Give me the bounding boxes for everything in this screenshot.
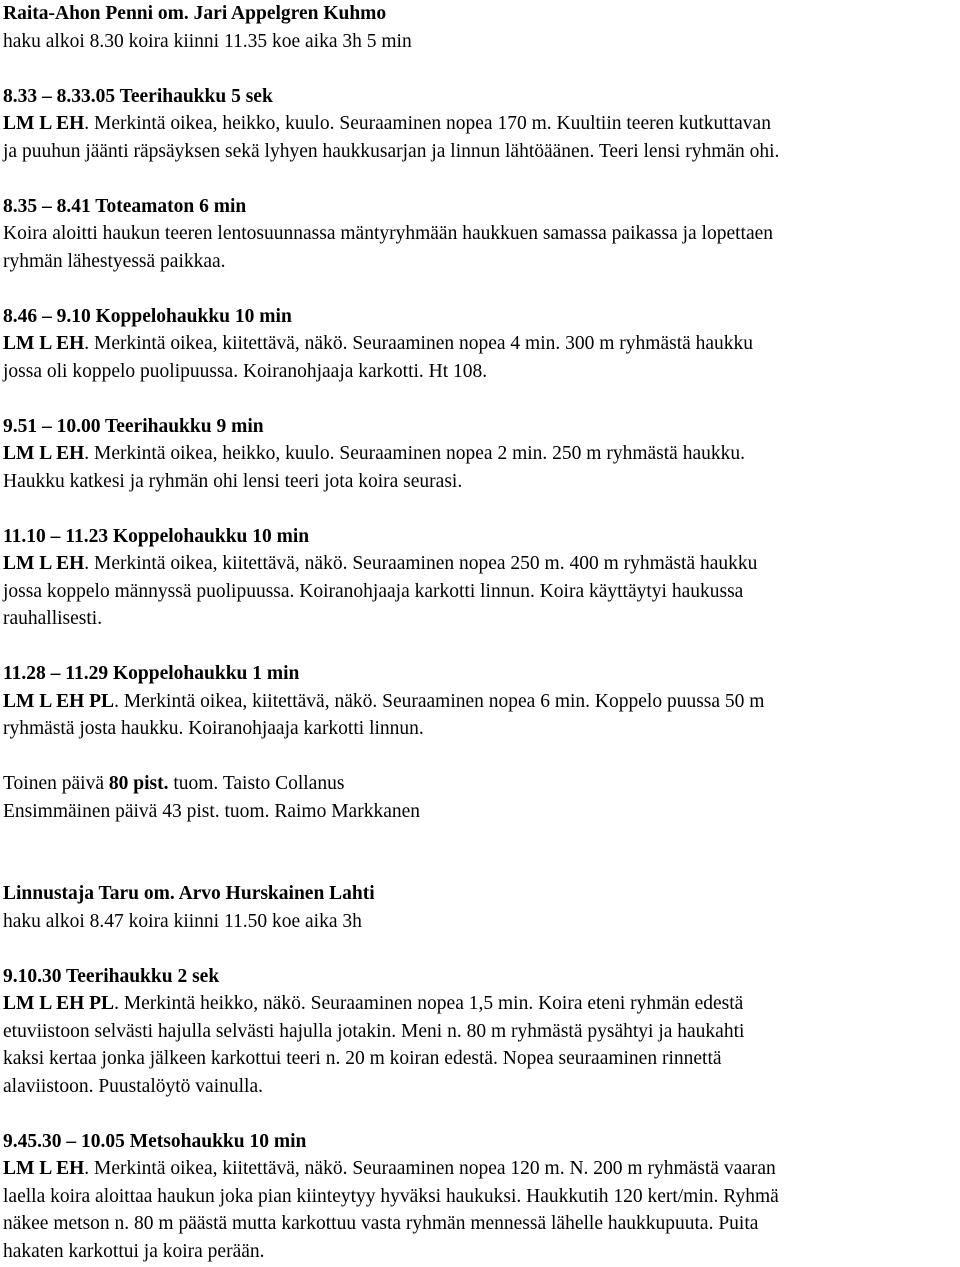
entry-line: jossa koppelo männyssä puolipuussa. Koiranohjaaja karkotti linnun. Koira käyttäytyi haukussa	[3, 580, 744, 602]
entry-heading: 9.51 – 10.00 Teerihaukku 9 min	[3, 415, 264, 437]
entry-heading: 8.35 – 8.41 Toteamaton 6 min	[3, 195, 247, 217]
entry	[3, 83, 960, 166]
entry-line: LM L EH. Merkintä oikea, heikko, kuulo. Seuraaminen nopea 2 min. 250 m ryhmästä haukku.	[3, 443, 745, 464]
entry-heading: 9.10.30 Teerihaukku 2 sek	[3, 965, 220, 987]
dog-title: Linnustaja Taru om. Arvo Hurskainen Lahti	[3, 883, 375, 904]
entry-line: rauhallisesti.	[3, 608, 103, 629]
entry-heading: 8.33 – 8.33.05 Teerihaukku 5 sek	[3, 85, 273, 107]
entry-line: Koira aloitti haukun teeren lentosuunnassa mäntyryhmään haukkuen samassa paikassa ja lopettaen	[3, 223, 774, 244]
entry-line: LM L EH PL. Merkintä heikko, näkö. Seuraaminen nopea 1,5 min. Koira eteni ryhmän edestä	[3, 993, 744, 1014]
entry	[3, 523, 960, 633]
trial-report-1	[3, 0, 960, 825]
entry-line: LM L EH. Merkintä oikea, kiitettävä, näkö. Seuraaminen nopea 4 min. 300 m ryhmästä haukku	[3, 333, 754, 354]
entry-heading: 11.28 – 11.29 Koppelohaukku 1 min	[3, 663, 300, 684]
entry-line: alaviistoon. Puustalöytö vainulla.	[3, 1075, 263, 1097]
trial-report-2	[3, 880, 960, 1265]
entry-heading: 11.10 – 11.23 Koppelohaukku 10 min	[3, 525, 310, 547]
entry-line: LM L EH. Merkintä oikea, heikko, kuulo. Seuraaminen nopea 170 m. Kuultiin teeren kutkuttavan	[3, 113, 771, 134]
result-second-day: Toinen päivä 80 pist. tuom. Taisto Collanus	[3, 773, 345, 794]
entry-line: jossa oli koppelo puolipuussa. Koiranohjaaja karkotti. Ht 108.	[3, 360, 488, 382]
entry-heading: 9.45.30 – 10.05 Metsohaukku 10 min	[3, 1130, 307, 1152]
entry-line: ryhmän lähestyessä paikkaa.	[3, 250, 226, 272]
entry	[3, 193, 960, 276]
entry-line: ja puuhun jäänti räpsäyksen sekä lyhyen haukkusarjan ja linnun lähtöäänen. Teeri lensi ryhmän ohi.	[3, 140, 780, 162]
entry-line: LM L EH. Merkintä oikea, kiitettävä, näkö. Seuraaminen nopea 120 m. N. 200 m ryhmästä vaaran	[3, 1158, 776, 1179]
entry	[3, 660, 960, 743]
entry-line: näkee metson n. 80 m päästä mutta karkottuu vasta ryhmän mennessä lähelle haukkupuuta. Puita	[3, 1213, 759, 1234]
entry-line: hakaten karkottui ja koira perään.	[3, 1240, 265, 1262]
entry-line: kaksi kertaa jonka jälkeen karkottui teeri n. 20 m koiran edestä. Nopea seuraaminen rinnettä	[3, 1048, 722, 1069]
result-first-day: Ensimmäinen päivä 43 pist. tuom. Raimo Markkanen	[3, 800, 421, 822]
entry-line: laella koira aloittaa haukun joka pian kiinteytyy hyväksi haukuksi. Haukkutih 120 kert/min. Ryhmä	[3, 1185, 779, 1207]
trial-info: haku alkoi 8.30 koira kiinni 11.35 koe aika 3h 5 min	[3, 30, 412, 52]
entry-line: LM L EH. Merkintä oikea, kiitettävä, näkö. Seuraaminen nopea 250 m. 400 m ryhmästä haukku	[3, 553, 758, 574]
entry	[3, 1128, 960, 1266]
entry-heading: 8.46 – 9.10 Koppelohaukku 10 min	[3, 305, 292, 327]
entry-line: LM L EH PL. Merkintä oikea, kiitettävä, näkö. Seuraaminen nopea 6 min. Koppelo puussa 50 m	[3, 690, 765, 712]
entry-line: etuviistoon selvästi hajulla selvästi hajulla jotakin. Meni n. 80 m ryhmästä pysähtyi ja haukahti	[3, 1020, 745, 1042]
entry-line: ryhmästä josta haukku. Koiranohjaaja karkotti linnun.	[3, 718, 424, 739]
entry	[3, 963, 960, 1101]
trial-info: haku alkoi 8.47 koira kiinni 11.50 koe aika 3h	[3, 910, 362, 932]
dog-title: Raita-Ahon Penni om. Jari Appelgren Kuhmo	[3, 3, 387, 24]
entry-line: Haukku katkesi ja ryhmän ohi lensi teeri jota koira seurasi.	[3, 470, 463, 492]
entry	[3, 303, 960, 386]
entry	[3, 413, 960, 496]
